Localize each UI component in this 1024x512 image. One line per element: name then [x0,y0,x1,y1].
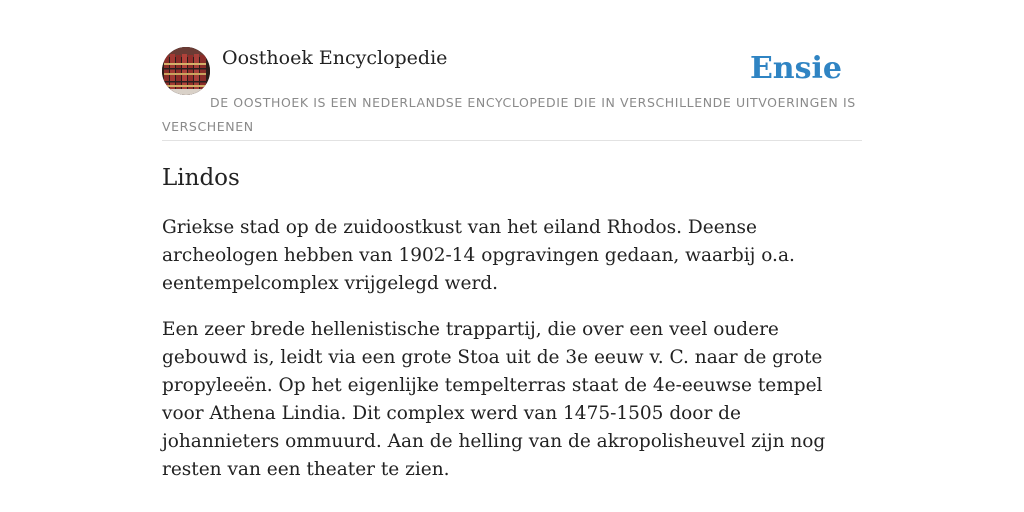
encyclopedia-books-icon[interactable] [162,47,210,95]
brand-logo-link[interactable]: Ensie [749,51,842,86]
avatar-books-image [162,47,210,95]
article-paragraph-1: Griekse stad op de zuidoostkust van het eiland Rhodos. Deense archeologen hebben van 1902-14 opgravingen gedaan, waarbij o.a. eentempelcomplex vrijgelegd werd. [162,217,795,294]
source-title[interactable]: Oosthoek Encyclopedie [222,47,448,69]
source-description: DE OOSTHOEK IS EEN NEDERLANDSE ENCYCLOPEDIE DIE IN VERSCHILLENDE UITVOERINGEN IS VERSCHENEN [162,95,856,134]
article-title: Lindos [162,165,240,191]
source-header [162,40,862,141]
article [162,162,862,484]
article-paragraph-2: Een zeer brede hellenistische trappartij, die over een veel oudere gebouwd is, leidt via een grote Stoa uit de 3e eeuw v. C. naar de grote propyleeën. Op het eigenlijke tempelterras staat de 4e-eeuwse tempel voor Athena Lindia. Dit complex werd van 1475-1505 door de johannieters ommuurd. Aan de helling van de akropolisheuvel zijn nog resten van een theater te zien. [162,319,826,480]
